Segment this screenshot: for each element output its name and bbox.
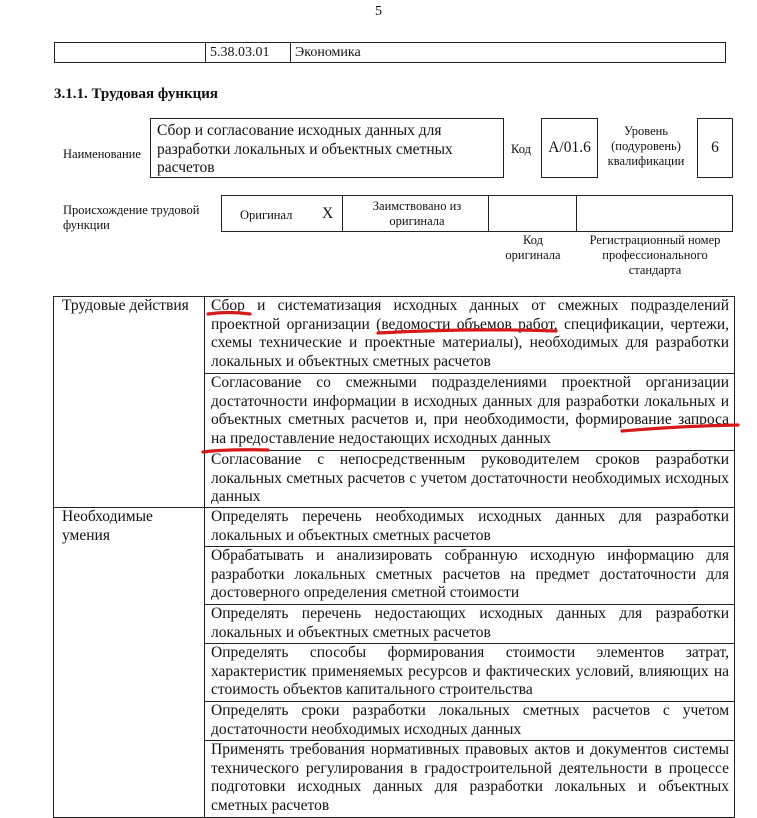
borrowed-label: Заимствовано из оригинала	[372, 199, 462, 228]
skill-item: Обрабатывать и анализировать собранную исходную информацию для разработки локальных сметных расчетов на предмет достаточности для достоверного определения сметной стоимости	[205, 547, 735, 605]
underline-mark	[203, 450, 268, 452]
level-label: Уровень (подуровень) квалификации	[607, 124, 685, 168]
section-title: 3.1.1. Трудовая функция	[54, 86, 219, 102]
skill-item: Определять перечень необходимых исходных данных для разработки локальных и объектных сметных расчетов	[205, 508, 735, 547]
origin-label: Происхождение трудовой функции	[63, 203, 200, 232]
labor-actions-label: Трудовые действия	[54, 297, 205, 508]
reg-number-caption: Регистрационный номер профессионального стандарта	[589, 233, 721, 277]
skill-item: Определять перечень недостающих исходных данных для разработки локальных и объектных сметных расчетов	[205, 605, 735, 644]
name-label: Наименование	[63, 147, 141, 161]
underline-mark	[208, 313, 250, 315]
original-label: Оригинал	[240, 208, 293, 222]
code-caption: Код оригинала	[505, 233, 561, 262]
okz-name: Экономика	[291, 43, 726, 63]
qualification-level: 6	[697, 118, 733, 178]
skill-item: Применять требования нормативных правовых актов и документов системы технического регулирования в градостроительной деятельности в процессе подготовки исходных данных для разработки локальных и объектных сметных расчетов	[205, 741, 735, 818]
function-name: Сбор и согласование исходных данных для разработки локальных и объектных сметных расчетов	[150, 118, 504, 178]
labor-action-item: Согласование со смежными подразделениями проектной организации достаточности информации в исходных данных для разработки локальных и объектных сметных расчетов и, при необходимости, формирование запроса на предоставление недостающих исходных данных	[205, 374, 735, 451]
underline-mark	[622, 425, 738, 431]
underline-mark	[378, 330, 556, 333]
labor-action-item: Сбор и систематизация исходных данных от смежных подразделений проектной организации (ведомости объемов работ, спецификации, чертежи, схемы технические и проектные материалы), необходимых для разработки локальных и объектных сметных расчетов	[205, 297, 735, 374]
okz-code: 5.38.03.01	[206, 43, 291, 63]
original-mark: X	[322, 205, 334, 222]
page-number: 5	[375, 4, 382, 19]
labor-action-item: Согласование с непосредственным руководителем сроков разработки локальных сметных расчетов с учетом достаточности необходимых исходных данных	[205, 451, 735, 508]
skill-item: Определять способы формирования стоимости элементов затрат, характеристик применяемых ресурсов и фактических условий, влияющих на стоимость объектов капитального строительства	[205, 644, 735, 702]
skills-label: Необходимые умения	[54, 508, 205, 818]
function-code: A/01.6	[541, 118, 598, 178]
code-label: Код	[511, 142, 531, 156]
skill-item: Определять сроки разработки локальных сметных расчетов с учетом достаточности необходимых исходных данных	[205, 702, 735, 741]
